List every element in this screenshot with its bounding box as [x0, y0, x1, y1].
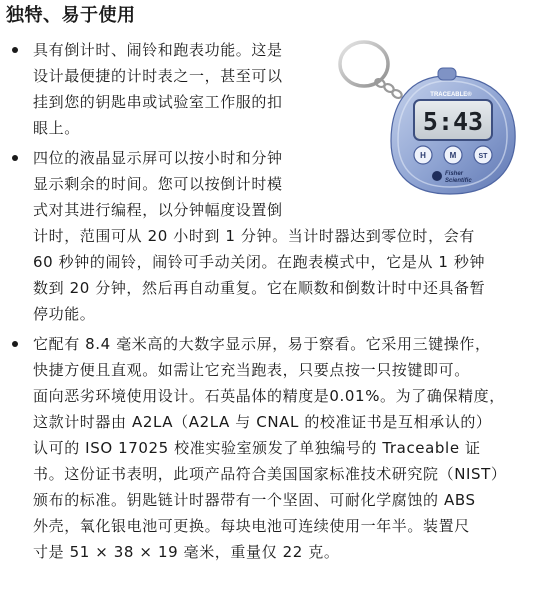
paragraph-line: 快捷方便且直观。如需让它充当跑表，只要点按一只按键即可。: [33, 361, 470, 379]
bullet-marker: [12, 47, 18, 53]
timer-buttons: [414, 146, 492, 164]
hour-button-label: H: [420, 151, 426, 160]
bullet-marker: [12, 341, 18, 347]
paragraph-line: 挂到您的钥匙串或试验室工作服的扣: [33, 93, 283, 111]
minute-button-label: M: [449, 151, 457, 160]
fisher-logo-icon: [432, 171, 442, 181]
paragraph-line: 显示剩余的时间。您可以按倒计时模: [33, 175, 283, 193]
lcd-readout: 5:43: [422, 107, 484, 136]
paragraph-line: 认可的 ISO 17025 校准实验室颁发了单独编号的 Traceable 证: [33, 439, 481, 457]
paragraph-line: 它配有 8.4 毫米高的大数字显示屏，易于察看。它采用三键操作，: [33, 335, 491, 353]
timer-brand-label: TRACEABLE®: [430, 92, 472, 98]
bullet-marker: [12, 155, 18, 161]
paragraph-line: 书。这份证书表明，此项产品符合美国国家标准技术研究院（NIST）: [33, 465, 507, 483]
paragraph-line: 数到 20 分钟，然后再自动重复。它在顺数和倒数计时中还具备暂: [33, 279, 486, 297]
paragraph-line: 具有倒计时、闹铃和跑表功能。这是: [33, 41, 283, 59]
paragraph-line: 式对其进行编程，以分钟幅度设置倒: [33, 201, 283, 219]
paragraph-line: 颁布的标准。钥匙链计时器带有一个坚固、可耐化学腐蚀的 ABS: [33, 491, 476, 509]
paragraph-line: 四位的液晶显示屏可以按小时和分钟: [33, 149, 283, 167]
paragraph-line: 计时，范围可从 20 小时到 1 分钟。当计时器达到零位时，会有: [33, 227, 475, 245]
logo-text-line1: Fisher: [445, 171, 464, 177]
keychain-timer-drawing: [327, 36, 532, 198]
logo-text-line2: Scientific: [445, 178, 472, 184]
section-heading: 独特、易于使用: [6, 5, 136, 26]
paragraph-line: 面向恶劣环境使用设计。石英晶体的精度是0.01%。为了确保精度，: [33, 387, 505, 405]
paragraph-line: 设计最便捷的计时表之一，甚至可以: [33, 67, 283, 85]
paragraph-line: 停功能。: [33, 305, 96, 323]
keychain-timer-image: [327, 36, 532, 198]
paragraph-line: 这款计时器由 A2LA（A2LA 与 CNAL 的校准证书是互相承认的）: [33, 413, 492, 431]
start-stop-button-label: ST: [478, 153, 488, 160]
paragraph-line: 寸是 51 × 38 × 19 毫米，重量仅 22 克。: [33, 543, 340, 561]
paragraph-line: 外壳，氧化银电池可更换。每块电池可连续使用一年半。装置尺: [33, 517, 470, 535]
paragraph-line: 眼上。: [33, 119, 80, 137]
paragraph-line: 60 秒钟的闹铃，闹铃可手动关闭。在跑表模式中，它是从 1 秒钟: [33, 253, 486, 271]
